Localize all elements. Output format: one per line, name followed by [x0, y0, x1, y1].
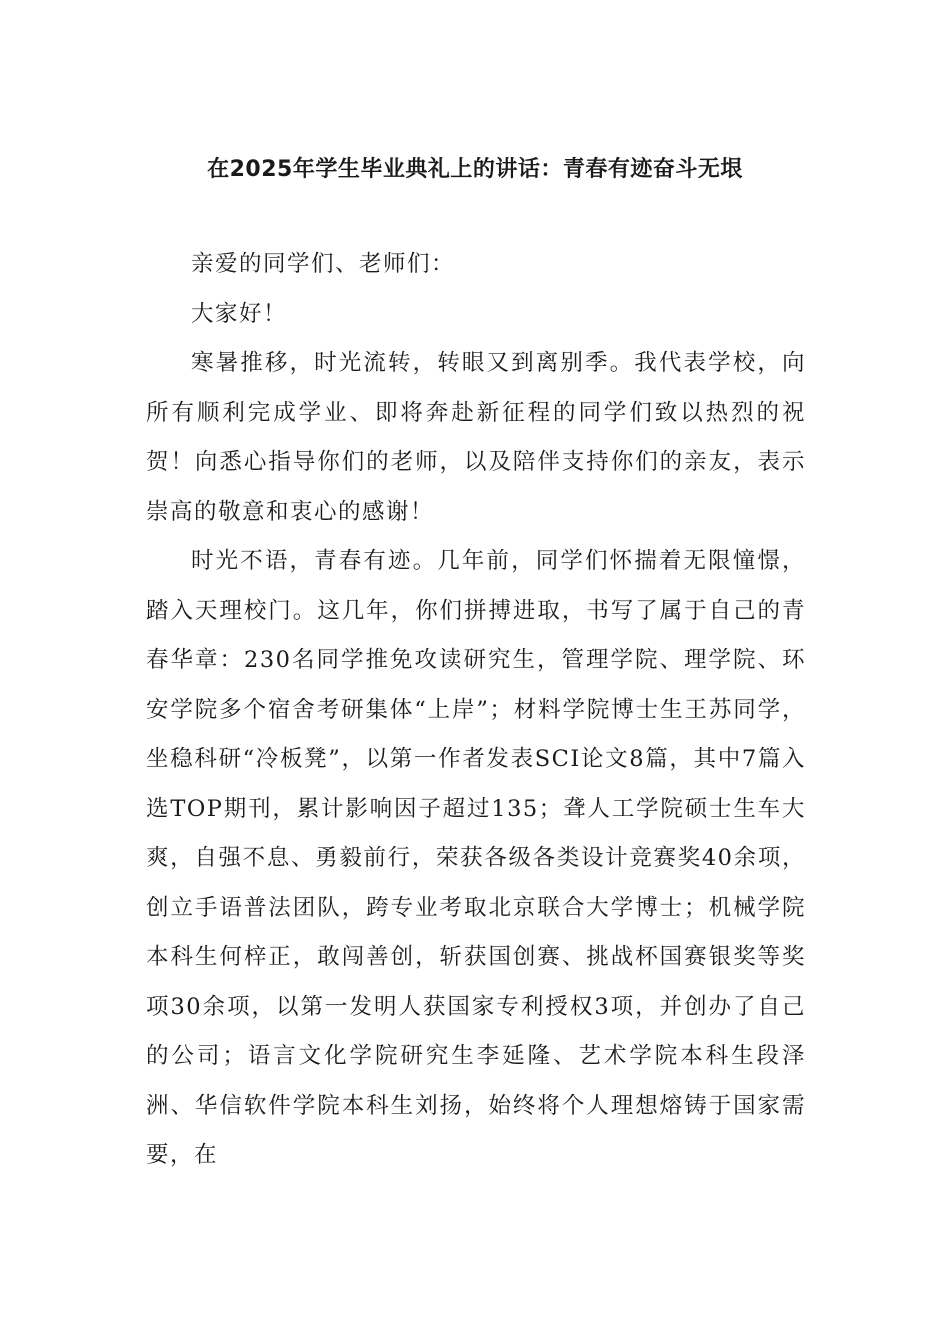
document-body — [146, 240, 806, 1181]
body-paragraph: 时光不语，青春有迹。几年前，同学们怀揣着无限憧憬，踏入天理校门。这几年，你们拼搏进取，书写了属于自己的青春华章：230名同学推免攻读研究生，管理学院、理学院、环安学院多个宿舍考研集体“上岸”；材料学院博士生王苏同学，坐稳科研“冷板凳”，以第一作者发表SCI论文8篇，其中7篇入选TOP期刊，累计影响因子超过135；聋人工学院硕士生车大爽，自强不息、勇毅前行，荣获各级各类设计竞赛奖40余项，创立手语普法团队，跨专业考取北京联合大学博士；机械学院本科生何梓正，敢闯善创，斩获国创赛、挑战杯国赛银奖等奖项30余项，以第一发明人获国家专利授权3项，并创办了自己的公司；语言文化学院研究生李延隆、艺术学院本科生段泽洲、华信软件学院本科生刘扬，始终将个人理想熔铸于国家需要，在 — [146, 548, 806, 1168]
salutation-paragraph: 亲爱的同学们、老师们： — [191, 251, 456, 277]
greeting-paragraph: 大家好！ — [191, 300, 288, 327]
body-paragraph: 寒暑推移，时光流转，转眼又到离别季。我代表学校，向所有顺利完成学业、即将奔赴新征程的同学们致以热烈的祝贺！向悉心指导你们的老师，以及陪伴支持你们的亲友，表示崇高的敬意和衷心的感谢！ — [146, 350, 806, 525]
document-title: 在2025年学生毕业典礼上的讲话：青春有迹奋斗无垠 — [207, 157, 743, 182]
